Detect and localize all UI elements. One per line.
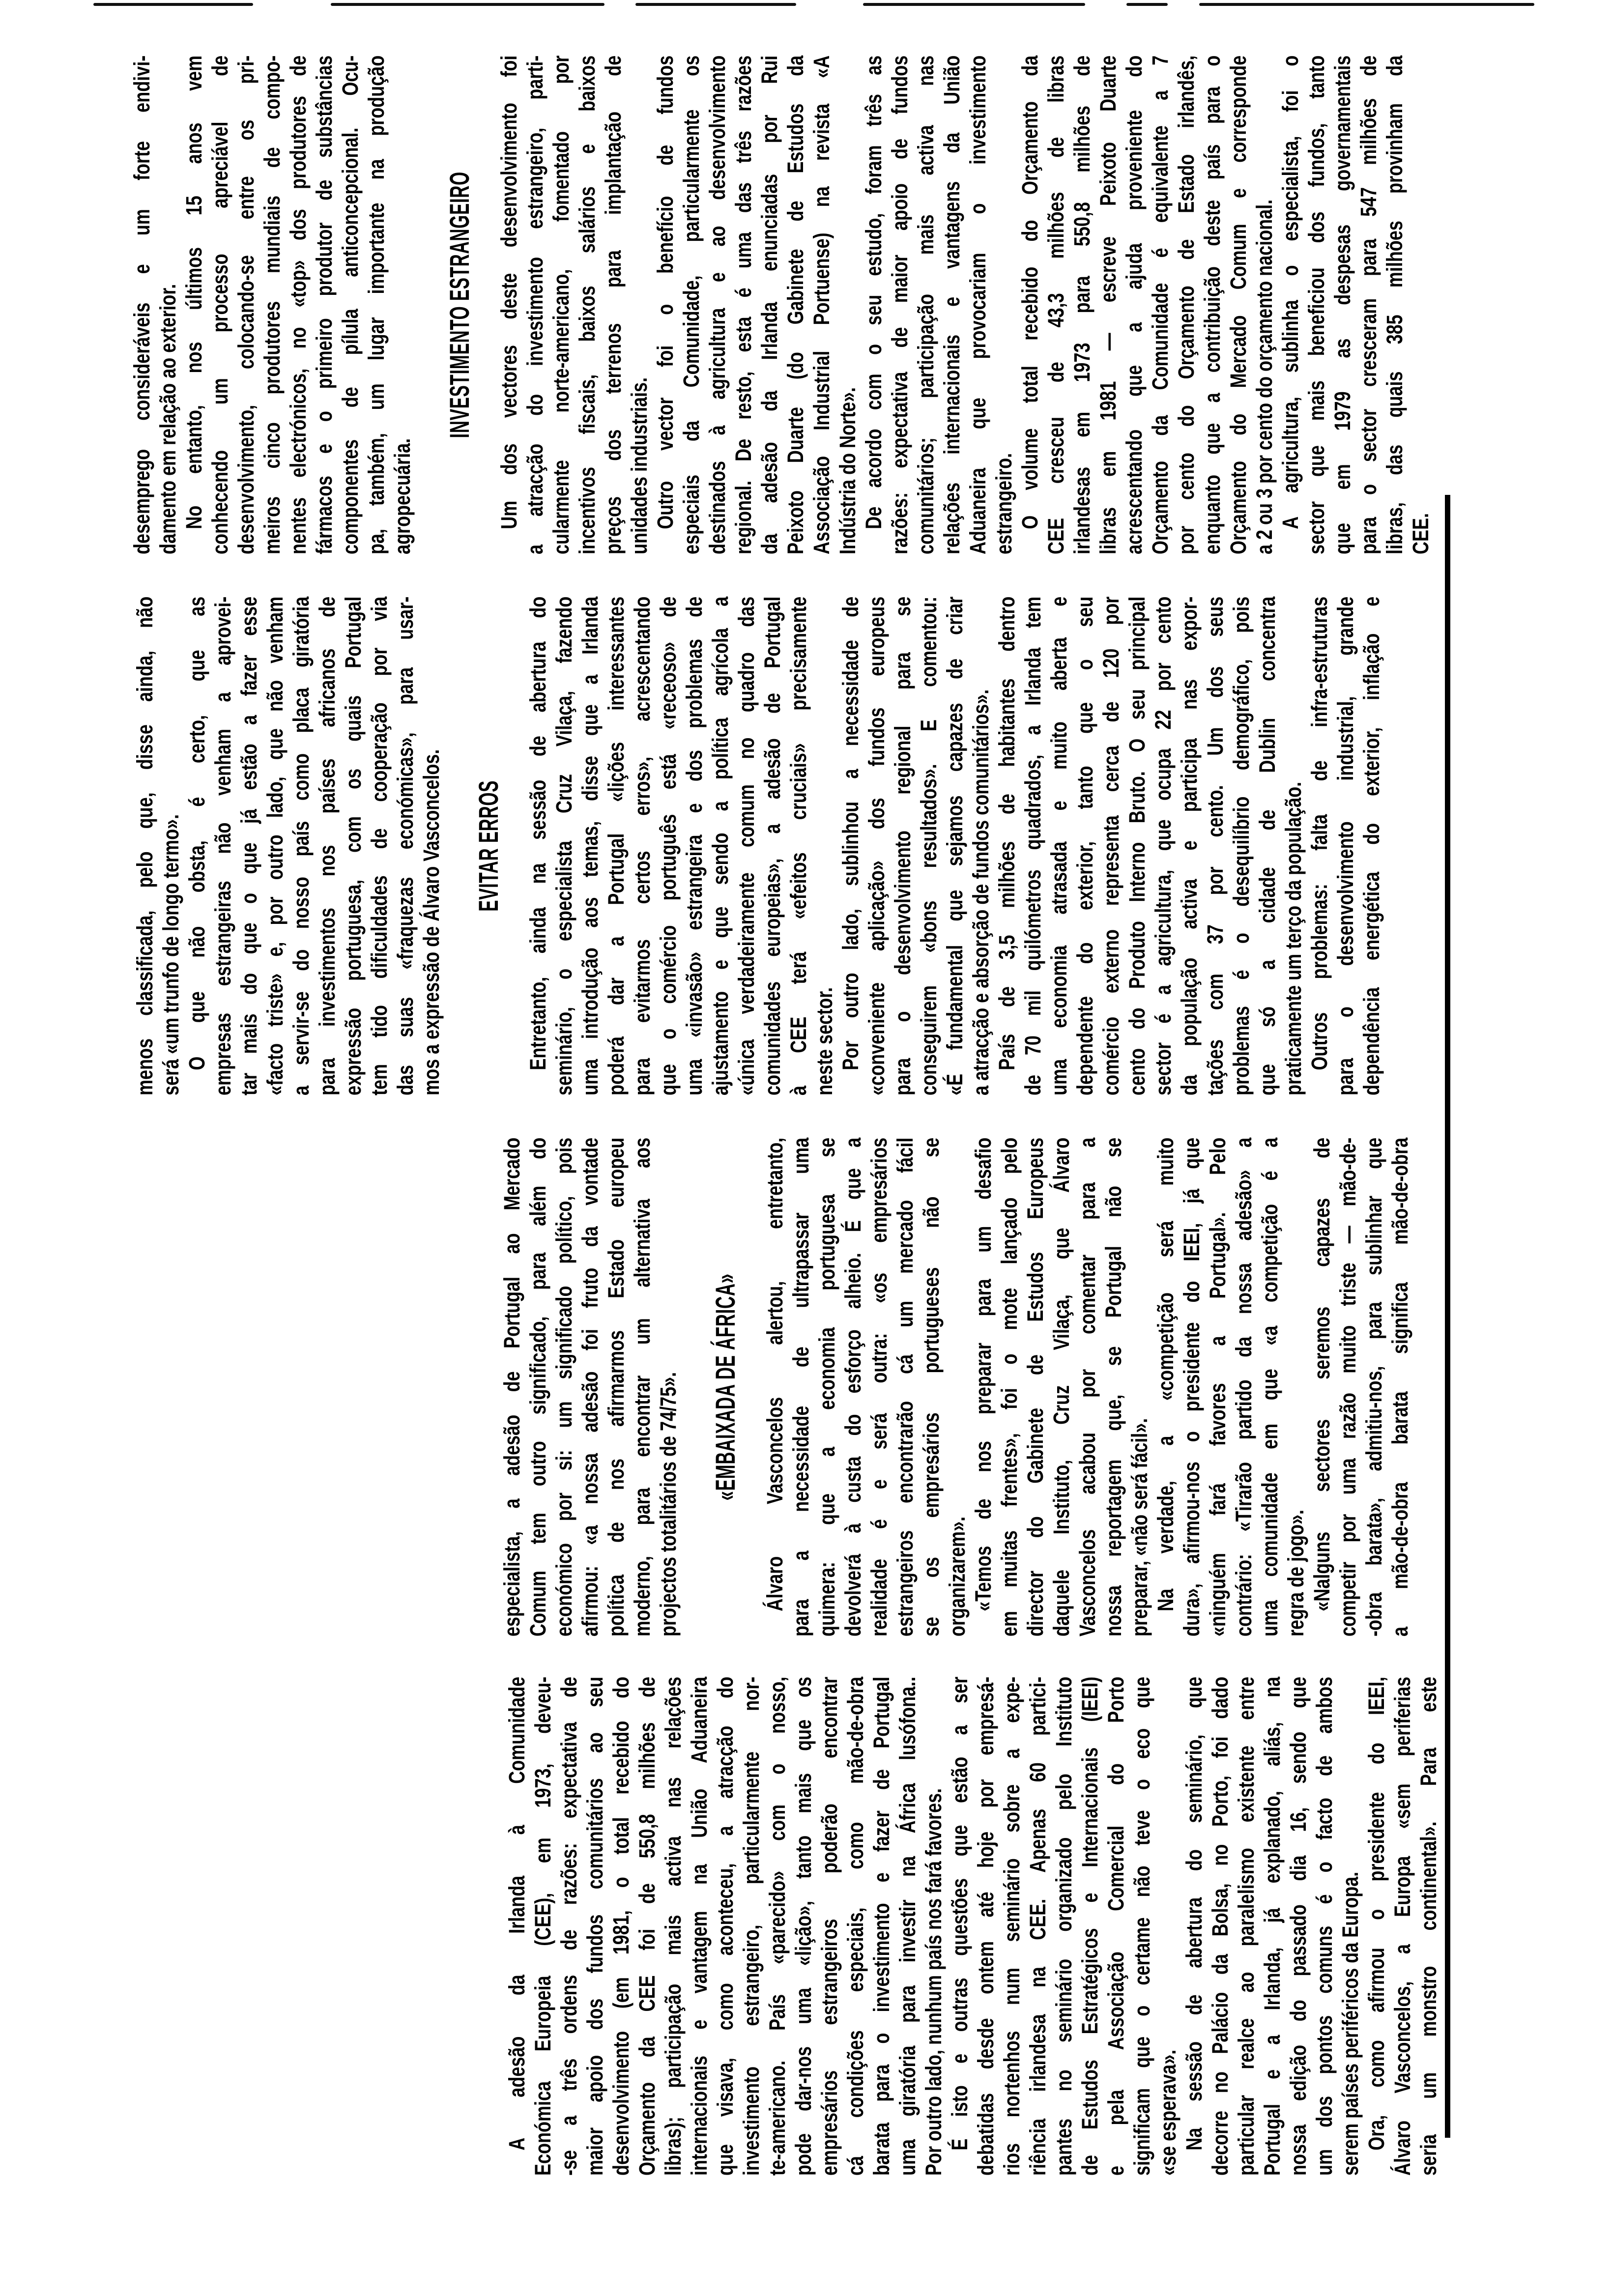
text-line: director do Gabinete de Estudos Europeus bbox=[1023, 1137, 1048, 1636]
text-line: riência irlandesa na CEE. Apenas 60 partici- bbox=[1025, 1676, 1050, 2176]
text-line: para evitarmos certos erros», acrescentando bbox=[630, 596, 655, 1095]
text-line: Entretanto, ainda na sessão de abertura do bbox=[525, 596, 550, 1070]
text-line: que em 1979 as despesas governamentais bbox=[1330, 55, 1355, 554]
paragraph bbox=[132, 597, 184, 1095]
text-line: CEE cresceu de 43,3 milhões de libras bbox=[1043, 55, 1068, 554]
text-line: «É fundamental que sejamos capazes de criar bbox=[942, 596, 967, 1095]
text-line: internacionais e vantagem na União Aduaneira bbox=[687, 1676, 712, 2176]
text-line: de Estudos Estratégicos e Internacionais (IEEI) bbox=[1077, 1676, 1102, 2176]
text-line: problemas é o desequilíbrio demográfico, pois bbox=[1229, 596, 1254, 1095]
paragraph bbox=[1181, 1677, 1363, 2176]
text-line: conseguirem «bons resultados». E comentou: bbox=[916, 596, 941, 1095]
text-line: «se esperava». bbox=[1155, 2049, 1180, 2176]
text-line: poderá dar a Portugal «lições interessantes bbox=[604, 596, 629, 1095]
text-line: preparar, «não será fácil». bbox=[1127, 1418, 1152, 1636]
text-line: neste sector. bbox=[812, 987, 837, 1095]
header-rule bbox=[863, 3, 1085, 6]
text-line: Associação Industrial Portuense) na revista «A bbox=[809, 55, 834, 554]
text-line: Orçamento do Mercado Comum e corresponde bbox=[1226, 55, 1251, 554]
text-line: afirmou: «a nossa adesão foi fruto da vontade bbox=[577, 1137, 603, 1636]
text-line: seria um monstro continental». Para este bbox=[1416, 1676, 1441, 2176]
text-line: que o comércio português está «receoso» de bbox=[656, 596, 681, 1095]
text-line: em muitas frentes», foi o mote lançado pelo bbox=[997, 1137, 1022, 1636]
text-line: enquanto que a contribuição deste país para o bbox=[1200, 55, 1225, 554]
text-line: uma economia atrasada e muito aberta e bbox=[1046, 596, 1071, 1095]
header-rule bbox=[331, 3, 604, 6]
paragraph bbox=[129, 56, 181, 554]
text-line: Álvaro Vasconcelos, a Europa «sem periferias bbox=[1390, 1676, 1415, 2176]
paragraph bbox=[994, 597, 1306, 1095]
text-line: pa, também, um lugar importante na produção bbox=[364, 55, 389, 554]
text-line: Por outro lado, sublinhou a necessidade de bbox=[838, 596, 863, 1070]
text-line: para a necessidade de ultrapassar uma bbox=[788, 1137, 813, 1636]
text-line: libras, das quais 385 milhões provinham da bbox=[1382, 55, 1407, 554]
text-line: particular realce ao paralelismo existente entre bbox=[1234, 1676, 1259, 2176]
text-line: componentes de pílula anticoncepcional. Ocu- bbox=[338, 55, 363, 554]
text-line: comunitários; participação mais activa nas bbox=[913, 55, 938, 554]
header-rule bbox=[1126, 3, 1168, 6]
text-line: O que não obsta, é certo, que as bbox=[184, 596, 209, 1070]
text-line: serem países periféricos da Europa. bbox=[1338, 1871, 1363, 2176]
text-line: cularmente norte-americano, fomentado por bbox=[548, 55, 574, 554]
text-line: «ninguém fará favores a Portugal». Pelo bbox=[1205, 1137, 1230, 1636]
text-line: «facto triste» e, por outro lado, que não venham bbox=[262, 596, 288, 1095]
text-line: tar mais do que o que já estão a fazer esse bbox=[236, 596, 261, 1095]
text-line: acrescentando que a ajuda proveniente do bbox=[1122, 55, 1147, 554]
text-line: unidades industriais. bbox=[627, 377, 652, 554]
paragraph bbox=[496, 56, 652, 554]
text-line: uma comunidade em que «a competição é a bbox=[1257, 1137, 1282, 1636]
article-column-4 bbox=[129, 56, 1434, 554]
header-rule bbox=[1199, 3, 1534, 6]
text-line: tações com 37 por cento. Um dos seus bbox=[1203, 596, 1228, 1095]
text-line: agropecuária. bbox=[390, 438, 415, 554]
text-line: uma «invasão» estrangeira e dos problemas de bbox=[682, 596, 707, 1095]
text-line: económico por si: um significado político, pois bbox=[551, 1137, 576, 1636]
text-line: para o desenvolvimento regional para se bbox=[890, 596, 915, 1095]
text-line: te-americano. País «parecido» com o nosso, bbox=[765, 1676, 790, 2176]
text-line: tem tido dificuldades de cooperação por via bbox=[367, 596, 392, 1095]
text-line: damento em relação ao exterior. bbox=[155, 284, 180, 554]
text-line: nossa reportagem que, se Portugal não se bbox=[1101, 1137, 1126, 1636]
text-line: destinados à agricultura e ao desenvolvimento bbox=[705, 55, 730, 554]
text-line: estrangeiros encontrarão cá um mercado fácil bbox=[892, 1137, 918, 1636]
paragraph bbox=[762, 1138, 970, 1636]
text-line: Ora, como afirmou o presidente do IEEI, bbox=[1364, 1676, 1389, 2151]
text-line: maior apoio dos fundos comunitários ao seu bbox=[582, 1676, 607, 2176]
text-line: estrangeiro. bbox=[991, 453, 1016, 554]
text-line: É isto e outras questões que estão a ser bbox=[947, 1676, 972, 2151]
paragraph bbox=[837, 597, 994, 1095]
text-line: pode dar-nos uma «lição», tanto mais que os bbox=[791, 1676, 816, 2176]
text-line: a servir-se do nosso país como placa giratória bbox=[288, 596, 314, 1095]
paragraph bbox=[861, 56, 1017, 554]
text-line: seminário, o especialista Cruz Vilaça, fazendo bbox=[551, 596, 576, 1095]
text-line: O volume total recebido do Orçamento da bbox=[1017, 55, 1042, 529]
text-line: daquele Instituto, Cruz Vilaça, que Álvaro bbox=[1049, 1137, 1074, 1636]
text-line: que só a cidade de Dublin concentra bbox=[1255, 596, 1280, 1095]
text-line: A agricultura, sublinha o especialista, foi o bbox=[1278, 55, 1303, 529]
text-line: se os empresários portugueses não se bbox=[919, 1137, 944, 1636]
text-line: No entanto, nos últimos 15 anos vem bbox=[181, 55, 206, 529]
text-line: quimera: que a economia portuguesa se bbox=[814, 1137, 839, 1636]
text-line: desenvolvimento, colocando-se entre os pri- bbox=[233, 55, 259, 554]
text-line: um dos pontos comuns é o facto de ambos bbox=[1312, 1676, 1337, 2176]
text-line: que visava, como aconteceu, a atracção do bbox=[713, 1676, 738, 2176]
text-line: irlandesas em 1973 para 550,8 milhões de bbox=[1069, 55, 1094, 554]
paragraph bbox=[1152, 1138, 1309, 1636]
text-line: «Nalguns sectores seremos capazes de bbox=[1309, 1137, 1334, 1611]
text-line: Outro vector foi o benefício de fundos bbox=[653, 55, 678, 529]
text-line: ajustamento e que sendo a política agrícola a bbox=[708, 596, 733, 1095]
text-line: especialista, a adesão de Portugal ao Mercado bbox=[499, 1137, 524, 1636]
text-line: Na verdade, a «competição será muito bbox=[1153, 1137, 1178, 1611]
header-rule bbox=[635, 3, 796, 6]
text-line: será «um trunfo de longo termo». bbox=[158, 814, 183, 1095]
text-line: realidade é e será outra: «os empresários bbox=[866, 1137, 892, 1636]
paragraph bbox=[947, 1677, 1181, 2176]
text-line: Aduaneira que provocariam o investimento bbox=[965, 55, 990, 554]
text-line: debatidas desde ontem até hoje por empresá- bbox=[973, 1676, 998, 2176]
text-line: Portugal e a Irlanda, já explanado, aliás, na bbox=[1260, 1676, 1285, 2176]
paragraph bbox=[504, 1677, 947, 2176]
text-line: devolverá à custa do esforço alheio. É que a bbox=[840, 1137, 865, 1636]
text-line: «única verdadeiramente comum no quadro das bbox=[734, 596, 759, 1095]
article-column-1 bbox=[504, 1677, 1441, 2176]
text-line: libras); participação mais activa nas relações bbox=[661, 1676, 686, 2176]
text-line: projectos totalitários de 74/75». bbox=[656, 1372, 681, 1636]
paragraph bbox=[525, 597, 837, 1095]
bottom-rule bbox=[1445, 495, 1450, 2138]
text-line: Vasconcelos acabou por comentar para a bbox=[1075, 1137, 1100, 1636]
paragraph bbox=[1309, 1138, 1413, 1636]
text-line: dependência energética do exterior, inflação e bbox=[1359, 596, 1384, 1095]
text-line: decorre no Palácio da Bolsa, no Porto, foi dado bbox=[1208, 1676, 1233, 2176]
paragraph bbox=[970, 1138, 1152, 1636]
text-line: razões: expectativa de maior apoio de fundos bbox=[887, 55, 912, 554]
text-line: significam que o certame não teve o eco que bbox=[1129, 1676, 1154, 2176]
text-line: cento do Produto Interno Bruto. O seu principal bbox=[1124, 596, 1150, 1095]
paragraph bbox=[499, 1138, 681, 1636]
text-line: empresas estrangeiras não venham a aprovei- bbox=[210, 596, 235, 1095]
text-line: uma giratória para investir na África lusófona.. bbox=[895, 1676, 920, 2176]
text-line: regra de jogo». bbox=[1283, 1509, 1308, 1636]
text-line: nentes electrónicos, no «top» dos produtores de bbox=[286, 55, 311, 554]
text-line: dura», afirmou-nos o presidente do IEEI, já que bbox=[1179, 1137, 1204, 1636]
text-line: por cento do Orçamento de Estado irlandês, bbox=[1174, 55, 1199, 554]
header-rule bbox=[93, 3, 253, 6]
text-line: organizarem». bbox=[945, 1516, 970, 1636]
text-line: Orçamento da CEE foi de 550,8 milhões de bbox=[634, 1676, 660, 2176]
text-line: conhecendo um processo apreciável de bbox=[207, 55, 232, 554]
text-line: política de nos afirmarmos Estado europeu bbox=[604, 1137, 629, 1636]
text-line: Um dos vectores deste desenvolvimento foi bbox=[496, 55, 521, 529]
text-line: da população activa e participa nas expor- bbox=[1177, 596, 1202, 1095]
text-line: investimento estrangeiro, particularmente nor- bbox=[739, 1676, 764, 2176]
text-line: Comum tem outro significado, para além do bbox=[525, 1137, 550, 1636]
paragraph bbox=[184, 597, 444, 1095]
paragraph bbox=[181, 56, 415, 554]
text-line: País de 3,5 milhões de habitantes dentro bbox=[994, 596, 1019, 1070]
text-line: incentivos fiscais, baixos salários e baixos bbox=[575, 55, 600, 554]
text-line: Económica Europeia (CEE), em 1973, deveu- bbox=[530, 1676, 555, 2176]
text-line: comércio externo representa cerca de 120 por bbox=[1098, 596, 1123, 1095]
text-line: meiros cinco produtores mundiais de compo- bbox=[259, 55, 285, 554]
text-line: relações internacionais e vantagens da União bbox=[939, 55, 964, 554]
text-line: para o sector cresceram para 547 milhões de bbox=[1356, 55, 1381, 554]
text-line: especiais da Comunidade, particularmente os bbox=[679, 55, 704, 554]
text-line: regional. De resto, esta é uma das três razões bbox=[731, 55, 756, 554]
section-heading: INVESTIMENTO ESTRANGEIRO bbox=[444, 172, 475, 438]
text-line: expressão portuguesa, com os quais Portugal bbox=[341, 596, 366, 1095]
text-line: Orçamento da Comunidade é equivalente a 7 bbox=[1148, 55, 1173, 554]
text-line: moderno, para encontrar um alternativa aos bbox=[630, 1137, 655, 1636]
paragraph bbox=[652, 56, 861, 554]
text-line: barata para o investimento e fazer de Portugal bbox=[869, 1676, 894, 2176]
text-line: menos classificada, pelo que, disse ainda, não bbox=[132, 596, 157, 1095]
text-line: contrário: «Tirarão partido da nossa adesão» a bbox=[1231, 1137, 1256, 1636]
text-line: praticamente um terço da população. bbox=[1281, 781, 1306, 1095]
text-line: de 70 mil quilómetros quadrados, a Irlanda tem bbox=[1020, 596, 1045, 1095]
text-line: comunidades europeias», a adesão de Portugal bbox=[760, 596, 785, 1095]
text-line: a mão-de-obra barata significa mão-de-obra bbox=[1387, 1137, 1412, 1636]
text-line: sector que mais beneficiou dos fundos, tanto bbox=[1304, 55, 1329, 554]
text-line: pantes no seminário organizado pelo Instituto bbox=[1051, 1676, 1076, 2176]
text-line: «conveniente aplicação» dos fundos europeus bbox=[864, 596, 889, 1095]
text-line: uma introdução aos temas, disse que a Irlanda bbox=[577, 596, 603, 1095]
text-line: a atracção e absorção de fundos comunitários». bbox=[968, 689, 993, 1095]
paragraph bbox=[1363, 1677, 1441, 2176]
paragraph bbox=[1017, 56, 1277, 554]
text-line: desenvolvimento (em 1981, o total recebido do bbox=[608, 1676, 633, 2176]
text-line: à CEE terá «efeitos cruciais» precisamente bbox=[786, 596, 811, 1095]
article-column-3 bbox=[132, 597, 1384, 1095]
text-line: rios nortenhos num seminário sobre a expe- bbox=[999, 1676, 1024, 2176]
section-heading: «EMBAIXADA DE ÁFRICA» bbox=[710, 1273, 741, 1501]
text-line: fármacos e o primeiro produtor de substâncias bbox=[312, 55, 337, 554]
text-line: mos a expressão de Álvaro Vasconcelos. bbox=[419, 749, 444, 1095]
text-line: libras em 1981 — escreve Peixoto Duarte bbox=[1095, 55, 1121, 554]
text-line: Na sessão de abertura do seminário, que bbox=[1181, 1676, 1207, 2151]
section-heading: EVITAR ERROS bbox=[473, 780, 504, 912]
text-line: e pela Associação Comercial do Porto bbox=[1103, 1676, 1128, 2176]
text-line: competir por uma razão muito triste — mão-de- bbox=[1335, 1137, 1360, 1636]
text-line: A adesão da Irlanda à Comunidade bbox=[504, 1676, 529, 2151]
text-line: Por outro lado, nunhum país nos fará favores. bbox=[921, 1788, 946, 2176]
text-line: a 2 ou 3 por cento do orçamento nacional. bbox=[1252, 199, 1277, 554]
text-line: -obra barata», admitiu-nos, para sublinhar que bbox=[1361, 1137, 1386, 1636]
text-line: desemprego consideráveis e um forte endivi- bbox=[129, 55, 154, 554]
text-line: Indústria do Norte». bbox=[835, 387, 860, 554]
text-line: para investimentos nos países africanos de bbox=[315, 596, 340, 1095]
text-line: De acordo com o seu estudo, foram três as bbox=[861, 55, 886, 529]
text-line: para o desenvolvimento industrial, grande bbox=[1333, 596, 1358, 1095]
text-line: nossa edição do passado dia 16, sendo que bbox=[1286, 1676, 1311, 2176]
text-line: Peixoto Duarte (do Gabinete de Estudos da bbox=[783, 55, 808, 554]
text-line: sector é a agricultura, que ocupa 22 por cento bbox=[1151, 596, 1176, 1095]
article-column-2 bbox=[499, 1138, 1413, 1636]
paragraph bbox=[1306, 597, 1384, 1095]
text-line: «Temos de nos preparar para um desafio bbox=[971, 1137, 996, 1611]
text-line: cá condições especiais, como mão-de-obra bbox=[843, 1676, 868, 2176]
paragraph bbox=[1277, 56, 1434, 554]
text-line: preços dos terrenos para implantação de bbox=[601, 55, 626, 554]
text-line: das suas «fraquezas económicas», para usar- bbox=[393, 596, 418, 1095]
text-line: a atracção do investimento estrangeiro, parti- bbox=[522, 55, 547, 554]
text-line: dependente do exterior, tanto que o seu bbox=[1072, 596, 1097, 1095]
text-line: CEE. bbox=[1408, 513, 1433, 554]
text-line: -se a três ordens de razões: expectativa de bbox=[556, 1676, 581, 2176]
text-line: Outros problemas: falta de infra-estruturas bbox=[1307, 596, 1332, 1070]
text-line: empresários estrangeiros poderão encontrar bbox=[817, 1676, 842, 2176]
text-line: Álvaro Vasconcelos alertou, entretanto, bbox=[762, 1137, 787, 1611]
text-line: da adesão da Irlanda enunciadas por Rui bbox=[757, 55, 782, 554]
